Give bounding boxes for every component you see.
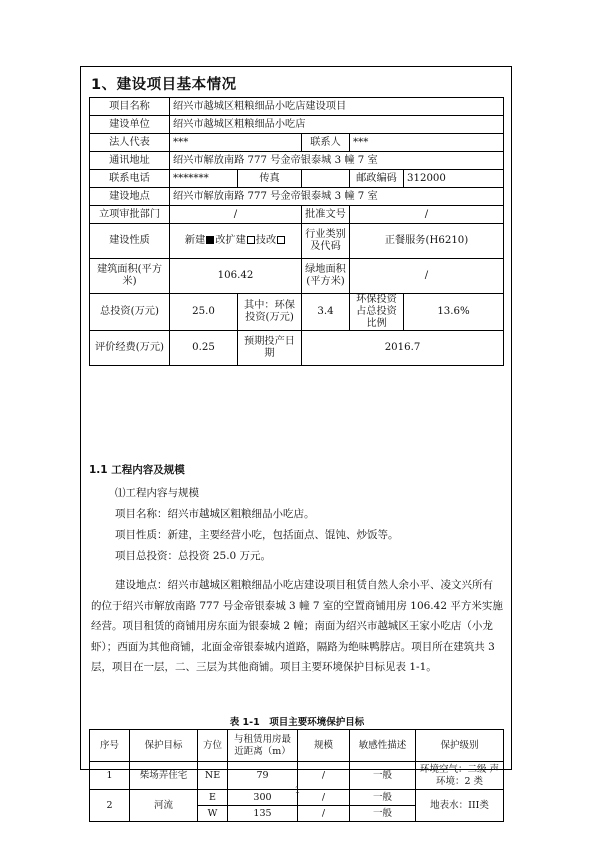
label-contact: 联系人 (302, 134, 350, 152)
cell-level: 地表水：III类 (416, 790, 504, 822)
value-legal-rep: *** (170, 134, 302, 152)
label-phone: 联系电话 (90, 170, 170, 188)
section-heading: 1、建设项目基本情况 (91, 77, 237, 93)
checkbox-empty-icon (277, 236, 285, 244)
paragraph-subtitle: ⑴工程内容与规模 (115, 487, 199, 499)
paragraph-name: 项目名称：绍兴市越城区粗粮细品小吃店。 (115, 508, 315, 520)
value-project-name: 绍兴市越城区粗粮细品小吃店建设项目 (170, 98, 504, 116)
label-location: 建设地点 (90, 188, 170, 206)
value-phone: ******* (170, 170, 238, 188)
label-nature: 建设性质 (90, 224, 170, 259)
label-approval-dept: 立项审批部门 (90, 206, 170, 224)
label-fee: 评价经费(万元) (90, 331, 170, 366)
value-date: 2016.7 (302, 331, 504, 366)
value-location: 绍兴市解放南路 777 号金帝银泰城 3 幢 7 室 (170, 188, 504, 206)
header-cell: 规模 (298, 730, 350, 762)
cell-scale: / (298, 762, 350, 790)
label-green: 绿地面积(平方米) (302, 259, 350, 294)
label-industry: 行业类别及代码 (302, 224, 350, 259)
value-industry: 正餐服务(H6210) (350, 224, 504, 259)
cell-distance: 79 (228, 762, 298, 790)
value-area: 106.42 (170, 259, 302, 294)
label-ratio: 环保投资占总投资比例 (350, 294, 404, 331)
value-ratio: 13.6% (404, 294, 504, 331)
env-protection-table (89, 729, 504, 822)
value-nature (170, 224, 302, 259)
cell-sensitivity: 一般 (350, 790, 416, 806)
label-legal-rep: 法人代表 (90, 134, 170, 152)
value-contact: *** (350, 134, 504, 152)
label-area: 建筑面积(平方米) (90, 259, 170, 294)
label-address: 通讯地址 (90, 152, 170, 170)
cell-sensitivity: 一般 (350, 806, 416, 822)
value-approval-dept: / (170, 206, 302, 224)
cell-distance: 300 (228, 790, 298, 806)
value-fee: 0.25 (170, 331, 238, 366)
label-fax: 传真 (238, 170, 302, 188)
basic-info-table (89, 97, 504, 366)
value-approval-no: / (350, 206, 504, 224)
value-invest: 25.0 (170, 294, 238, 331)
label-unit: 建设单位 (90, 116, 170, 134)
document-frame (80, 66, 512, 819)
label-env-invest: 其中：环保投资(万元) (238, 294, 302, 331)
page-number: 1 (294, 786, 301, 796)
cell-scale: / (298, 806, 350, 822)
header-cell: 序号 (90, 730, 130, 762)
checkbox-checked-icon (206, 236, 214, 244)
label-approval-no: 批准文号 (302, 206, 350, 224)
cell-level: 环境空气：二级 声环境：2 类 (416, 762, 504, 790)
label-project-name: 项目名称 (90, 98, 170, 116)
cell-direction: E (198, 790, 228, 806)
header-cell: 敏感性描述 (350, 730, 416, 762)
label-invest: 总投资(万元) (90, 294, 170, 331)
table-caption: 表 1-1 项目主要环境保护目标 (229, 717, 365, 728)
cell-sensitivity: 一般 (350, 762, 416, 790)
header-cell: 方位 (198, 730, 228, 762)
nature-new: 新建 (184, 235, 206, 246)
header-cell: 保护目标 (130, 730, 198, 762)
label-postcode: 邮政编码 (350, 170, 404, 188)
paragraph-nature: 项目性质：新建，主要经营小吃，包括面点、馄饨、炒饭等。 (115, 529, 399, 541)
value-address: 绍兴市解放南路 777 号金帝银泰城 3 幢 7 室 (170, 152, 504, 170)
value-postcode: 312000 (404, 170, 504, 188)
paragraph-location: 建设地点：绍兴市越城区粗粮细品小吃店建设项目租赁自然人余小平、凌文兴所有的位于绍兴市解放南路 777 号金帝银泰城 3 幢 7 室的空置商铺用房 106.42 平方米实施经营。项目租赁的商铺用房东面为银泰城 2 幢；南面为绍兴市越城区王家小吃店（小龙虾）；西面为其他商铺，北面金帝银泰城内道路，隔路为绝味鸭脖店。项目所在建筑共 3 层，项目在一层，二、三层为其他商铺。项目主要环境保护目标见表 1-1。 (91, 579, 503, 673)
section-title: 1.1 工程内容及规模 (89, 464, 185, 476)
value-fax (302, 170, 350, 188)
label-date: 预期投产日期 (238, 331, 302, 366)
paragraph-investment: 项目总投资：总投资 25.0 万元。 (115, 550, 272, 562)
cell-no: 2 (90, 790, 130, 822)
header-cell: 保护级别 (416, 730, 504, 762)
checkbox-empty-icon (247, 236, 255, 244)
cell-distance: 135 (228, 806, 298, 822)
cell-direction: NE (198, 762, 228, 790)
value-unit: 绍兴市越城区粗粮细品小吃店 (170, 116, 504, 134)
cell-target: 河流 (130, 790, 198, 822)
cell-scale: / (298, 790, 350, 806)
cell-target: 柴场弄住宅 (130, 762, 198, 790)
value-env-invest: 3.4 (302, 294, 350, 331)
cell-no: 1 (90, 762, 130, 790)
value-green: / (350, 259, 504, 294)
nature-extension: 改扩建 (215, 235, 246, 246)
nature-tech: 技改 (255, 235, 277, 246)
cell-direction: W (198, 806, 228, 822)
header-cell: 与租赁用房最近距离（m） (228, 730, 298, 762)
